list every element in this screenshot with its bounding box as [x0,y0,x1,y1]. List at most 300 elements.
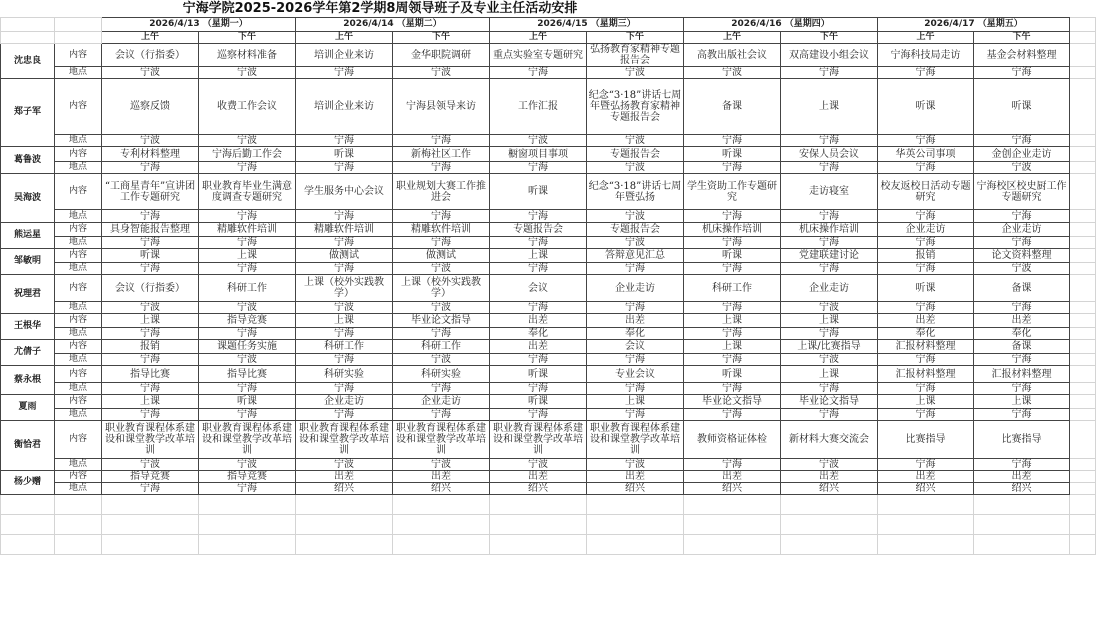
location-cell: 宁海 [102,354,199,366]
person-name: 夏雨 [1,395,55,421]
location-cell: 宁海 [684,328,781,340]
activity-cell: 听课 [684,366,781,383]
location-cell: 宁海 [102,237,199,249]
empty-cell [1070,421,1096,459]
activity-cell: 听课 [490,395,587,409]
table-row [1,79,1096,135]
location-cell: 宁海 [974,302,1070,314]
am-header: 上午 [684,32,781,44]
location-cell: 宁波 [490,135,587,147]
activity-cell: 重点实验室专题研究 [490,44,587,67]
person-name: 尤倩子 [1,340,55,366]
location-cell: 宁海 [684,237,781,249]
location-cell: 宁海 [781,328,878,340]
location-cell: 宁海 [490,237,587,249]
activity-cell: 新材料大赛交流会 [781,421,878,459]
table-row [1,471,1096,483]
empty-cell [1070,223,1096,237]
activity-cell: 职业教育毕业生满意度调查专题研究 [199,174,296,210]
empty-cell [296,535,393,555]
table-row [1,383,1096,395]
table-row [1,162,1096,174]
empty-cell [974,515,1070,535]
row-label: 内容 [55,471,102,483]
empty-cell [1070,174,1096,210]
empty-cell [684,515,781,535]
activity-cell: 听课 [490,174,587,210]
empty-cell [393,495,490,515]
location-cell: 宁海 [878,162,974,174]
location-cell: 宁海 [878,459,974,471]
location-cell: 宁海 [587,409,684,421]
am-header: 上午 [490,32,587,44]
activity-cell: 金华职院调研 [393,44,490,67]
empty-cell [296,495,393,515]
location-cell: 宁海 [781,135,878,147]
empty-cell [1070,263,1096,275]
empty-cell [1,515,55,535]
activity-cell: 科研实验 [296,366,393,383]
activity-cell: 指导竞赛 [199,314,296,328]
activity-cell: 金创企业走访 [974,147,1070,162]
location-cell: 绍兴 [878,483,974,495]
activity-cell: 做测试 [296,249,393,263]
activity-cell: 上课 [781,314,878,328]
activity-cell: 会议 [490,275,587,302]
pm-header: 下午 [199,32,296,44]
activity-cell: 出差 [490,471,587,483]
activity-cell: 科研工作 [684,275,781,302]
location-cell: 宁海 [296,409,393,421]
location-cell: 宁海 [393,162,490,174]
location-cell: 宁海 [878,67,974,79]
empty-cell [490,515,587,535]
person-name: 邹敏明 [1,249,55,275]
activity-cell: 听课 [296,147,393,162]
activity-cell: 上课（校外实践教学） [296,275,393,302]
location-cell: 宁海 [587,383,684,395]
location-cell: 宁海 [878,302,974,314]
activity-cell: 出差 [684,471,781,483]
row-label: 地点 [55,67,102,79]
activity-cell: 听课 [199,395,296,409]
person-name: 沈忠良 [1,44,55,79]
activity-cell: 指导比赛 [199,366,296,383]
empty-cell [1070,383,1096,395]
activity-cell: 橱窗项目事项 [490,147,587,162]
location-cell: 宁波 [296,459,393,471]
empty-cell [393,535,490,555]
date-text: 2026/4/14 [343,19,394,29]
location-cell: 宁海 [490,162,587,174]
location-cell: 宁波 [587,162,684,174]
empty-cell [781,495,878,515]
activity-cell: 课题任务实施 [199,340,296,354]
location-cell: 宁波 [587,210,684,223]
activity-cell: 听课 [878,79,974,135]
pm-header: 下午 [393,32,490,44]
table-row [1,409,1096,421]
empty-cell [781,515,878,535]
activity-cell: 备课 [974,340,1070,354]
location-cell: 宁波 [781,302,878,314]
activity-cell: 汇报材料整理 [878,340,974,354]
location-cell: 宁海 [878,354,974,366]
empty-cell [1070,471,1096,483]
location-cell: 宁海 [296,383,393,395]
empty-cell [1070,275,1096,302]
activity-cell: 上课 [199,249,296,263]
activity-cell: 企业走访 [974,223,1070,237]
activity-cell: 职业教育课程体系建设和课堂教学改革培训 [199,421,296,459]
row-label: 内容 [55,395,102,409]
activity-cell: 会议 [587,340,684,354]
location-cell: 宁海 [393,135,490,147]
location-cell: 宁海 [781,237,878,249]
activity-cell: 巡察材料准备 [199,44,296,67]
pm-header: 下午 [781,32,878,44]
person-name: 祝理君 [1,275,55,314]
location-cell: 宁海 [781,210,878,223]
location-cell: 宁海 [102,483,199,495]
location-cell: 宁海 [393,328,490,340]
activity-cell: 上课 [684,314,781,328]
activity-cell: 职业教育课程体系建设和课堂教学改革培训 [393,421,490,459]
empty-cell [1070,162,1096,174]
location-cell: 宁海 [684,263,781,275]
row-label: 地点 [55,210,102,223]
location-cell: 宁海 [684,354,781,366]
empty-cell [1070,18,1096,32]
activity-cell: 毕业论文指导 [684,395,781,409]
corner-cell [55,32,102,44]
activity-cell: 精雕软件培训 [199,223,296,237]
activity-cell: 走访寝室 [781,174,878,210]
location-cell: 宁海 [393,383,490,395]
activity-cell: 华英公司事项 [878,147,974,162]
empty-cell [587,495,684,515]
empty-cell [974,535,1070,555]
activity-cell: 上课（校外实践教学） [393,275,490,302]
empty-cell [974,495,1070,515]
empty-cell [490,535,587,555]
sheet-title: 宁海学院2025-2026学年第2学期8周领导班子及专业主任活动安排 [182,1,578,16]
location-cell: 宁海 [490,302,587,314]
table-row [1,302,1096,314]
activity-cell: 听课 [102,249,199,263]
location-cell: 宁海 [199,383,296,395]
activity-cell: 报销 [878,249,974,263]
row-label: 内容 [55,421,102,459]
activity-cell: 双高建设小组会议 [781,44,878,67]
location-cell: 奉化 [974,328,1070,340]
location-cell: 绍兴 [393,483,490,495]
person-name: 王根华 [1,314,55,340]
activity-cell: 党建联建讨论 [781,249,878,263]
person-name: 吴海波 [1,174,55,223]
empty-cell [1,535,55,555]
activity-cell: 上课/比赛指导 [781,340,878,354]
activity-cell: 精雕软件培训 [393,223,490,237]
activity-cell: 出差 [490,314,587,328]
location-cell: 宁海 [199,237,296,249]
activity-cell: 毕业论文指导 [393,314,490,328]
location-cell: 宁海 [781,67,878,79]
location-cell: 宁海 [393,237,490,249]
activity-cell: 精雕软件培训 [296,223,393,237]
table-row [1,366,1096,383]
activity-cell: 上课 [490,249,587,263]
location-cell: 宁海 [393,210,490,223]
activity-cell: 学生服务中心会议 [296,174,393,210]
location-cell: 宁波 [393,302,490,314]
location-cell: 绍兴 [684,483,781,495]
location-cell: 宁波 [102,135,199,147]
activity-cell: 听课 [974,79,1070,135]
empty-cell [587,535,684,555]
table-row [1,174,1096,210]
corner-cell [1,18,55,32]
activity-cell: 报销 [102,340,199,354]
activity-cell: 机床操作培训 [781,223,878,237]
location-cell: 宁海 [490,67,587,79]
table-row [1,147,1096,162]
location-cell: 宁海 [974,459,1070,471]
activity-cell: 会议（行指委） [102,44,199,67]
table-row [1,135,1096,147]
activity-cell: 宁海科技局走访 [878,44,974,67]
empty-cell [102,535,199,555]
location-cell: 宁波 [587,237,684,249]
activity-cell: 科研工作 [199,275,296,302]
person-name: 熊运星 [1,223,55,249]
activity-cell: 基金会材料整理 [974,44,1070,67]
activity-cell: 出差 [878,314,974,328]
activity-cell: 培训企业来访 [296,44,393,67]
location-cell: 宁海 [878,237,974,249]
table-row [1,223,1096,237]
location-cell: 宁波 [587,67,684,79]
location-cell: 宁海 [102,210,199,223]
location-cell: 奉化 [490,328,587,340]
activity-cell: 会议（行指委） [102,275,199,302]
row-label: 内容 [55,249,102,263]
location-cell: 宁波 [490,459,587,471]
activity-cell: 宁海后勤工作会 [199,147,296,162]
activity-cell: 企业走访 [587,275,684,302]
empty-cell [587,515,684,535]
location-cell: 宁海 [974,210,1070,223]
corner-cell [55,18,102,32]
location-cell: 宁海 [587,302,684,314]
date-text: 2026/4/13 [149,19,200,29]
location-cell: 宁海 [199,263,296,275]
location-cell: 宁海 [199,409,296,421]
location-cell: 宁海 [296,354,393,366]
empty-cell [1070,340,1096,354]
am-header: 上午 [102,32,199,44]
empty-cell [102,515,199,535]
empty-cell [1070,459,1096,471]
location-cell: 宁波 [393,263,490,275]
empty-cell [1070,328,1096,340]
activity-cell: 职业规划大赛工作推进会 [393,174,490,210]
activity-cell: 上课 [781,79,878,135]
activity-cell: 具身智能报告整理 [102,223,199,237]
activity-cell: 职业教育课程体系建设和课堂教学改革培训 [490,421,587,459]
activity-cell: 比赛指导 [878,421,974,459]
location-cell: 宁海 [296,210,393,223]
empty-cell [1,495,55,515]
row-label: 地点 [55,409,102,421]
location-cell: 宁波 [296,302,393,314]
activity-cell: 指导竞赛 [199,471,296,483]
location-cell: 宁海 [102,383,199,395]
location-cell: 宁海 [296,162,393,174]
empty-cell [199,535,296,555]
location-cell: 宁波 [102,459,199,471]
person-name: 蔡永根 [1,366,55,395]
activity-cell: 企业走访 [781,275,878,302]
location-cell: 宁海 [102,263,199,275]
location-cell: 宁海 [684,135,781,147]
row-label: 内容 [55,44,102,67]
activity-cell: 指导比赛 [102,366,199,383]
activity-cell: 培训企业来访 [296,79,393,135]
location-cell: 宁海 [974,409,1070,421]
activity-cell: 收费工作会议 [199,79,296,135]
table-row [1,483,1096,495]
activity-cell: 做测试 [393,249,490,263]
empty-cell [1070,314,1096,328]
activity-cell: 上课 [102,314,199,328]
location-cell: 宁波 [102,67,199,79]
empty-cell [878,515,974,535]
location-cell: 宁海 [587,354,684,366]
empty-cell [1070,210,1096,223]
row-label: 内容 [55,340,102,354]
date-text: 2026/4/15 [537,19,588,29]
empty-cell [878,535,974,555]
location-cell: 宁波 [781,354,878,366]
location-cell: 宁海 [296,328,393,340]
activity-cell: 出差 [781,471,878,483]
location-cell: 宁海 [587,263,684,275]
empty-cell [490,495,587,515]
location-cell: 宁海 [296,67,393,79]
table-row [1,421,1096,459]
location-cell: 宁波 [199,354,296,366]
row-label: 地点 [55,237,102,249]
activity-cell: 出差 [587,314,684,328]
location-cell: 宁海 [199,162,296,174]
activity-cell: 科研实验 [393,366,490,383]
location-cell: 宁海 [878,135,974,147]
empty-cell [684,495,781,515]
empty-cell [1070,237,1096,249]
activity-cell: 听课 [878,275,974,302]
schedule-table [0,17,1096,555]
date-header [296,18,490,32]
am-header: 上午 [296,32,393,44]
activity-cell: 出差 [587,471,684,483]
location-cell: 宁海 [781,162,878,174]
activity-cell: 职业教育课程体系建设和课堂教学改革培训 [296,421,393,459]
row-label: 内容 [55,314,102,328]
activity-cell: 科研工作 [393,340,490,354]
empty-cell [55,535,102,555]
location-cell: 宁海 [878,409,974,421]
person-name: 衡恰君 [1,421,55,471]
table-row [1,275,1096,302]
row-label: 地点 [55,302,102,314]
person-name: 葛鲁波 [1,147,55,174]
empty-cell [102,495,199,515]
activity-cell: 上课 [684,340,781,354]
location-cell: 宁波 [199,135,296,147]
activity-cell: 上课 [587,395,684,409]
location-cell: 宁波 [587,135,684,147]
table-row [1,314,1096,328]
location-cell: 宁波 [781,459,878,471]
row-label: 地点 [55,135,102,147]
table-row [1,67,1096,79]
pm-header: 下午 [587,32,684,44]
activity-cell: 校友返校日活动专题研究 [878,174,974,210]
pm-header: 下午 [974,32,1070,44]
empty-cell [1070,354,1096,366]
activity-cell: 宁海县领导来访 [393,79,490,135]
row-label: 内容 [55,223,102,237]
row-label: 地点 [55,459,102,471]
location-cell: 绍兴 [296,483,393,495]
date-text: 2026/4/16 [731,19,782,29]
activity-cell: 宁海校区校史厨工作专题研究 [974,174,1070,210]
activity-cell: 弘扬教育家精神专题报告会 [587,44,684,67]
empty-cell [1070,495,1096,515]
location-cell: 宁海 [781,409,878,421]
location-cell: 宁波 [199,67,296,79]
activity-cell: 汇报材料整理 [878,366,974,383]
activity-cell: 指导竞赛 [102,471,199,483]
location-cell: 宁波 [199,302,296,314]
am-header: 上午 [878,32,974,44]
activity-cell: 企业走访 [878,223,974,237]
location-cell: 宁海 [296,263,393,275]
empty-cell [1070,302,1096,314]
activity-cell: 教师资格证体检 [684,421,781,459]
location-cell: 宁海 [199,328,296,340]
row-label: 地点 [55,354,102,366]
activity-cell: 备课 [684,79,781,135]
activity-cell: 上课 [781,366,878,383]
activity-cell: 出差 [974,314,1070,328]
location-cell: 宁海 [684,409,781,421]
activity-cell: 巡察反馈 [102,79,199,135]
empty-cell [55,495,102,515]
weekday-text: （星期四） [781,19,830,29]
activity-cell: 比赛指导 [974,421,1070,459]
location-cell: 宁海 [490,210,587,223]
date-header [102,18,296,32]
empty-cell [878,495,974,515]
location-cell: 奉化 [878,328,974,340]
activity-cell: 出差 [393,471,490,483]
empty-cell [684,535,781,555]
location-cell: 宁波 [684,67,781,79]
location-cell: 宁海 [490,354,587,366]
activity-cell: 听课 [684,147,781,162]
